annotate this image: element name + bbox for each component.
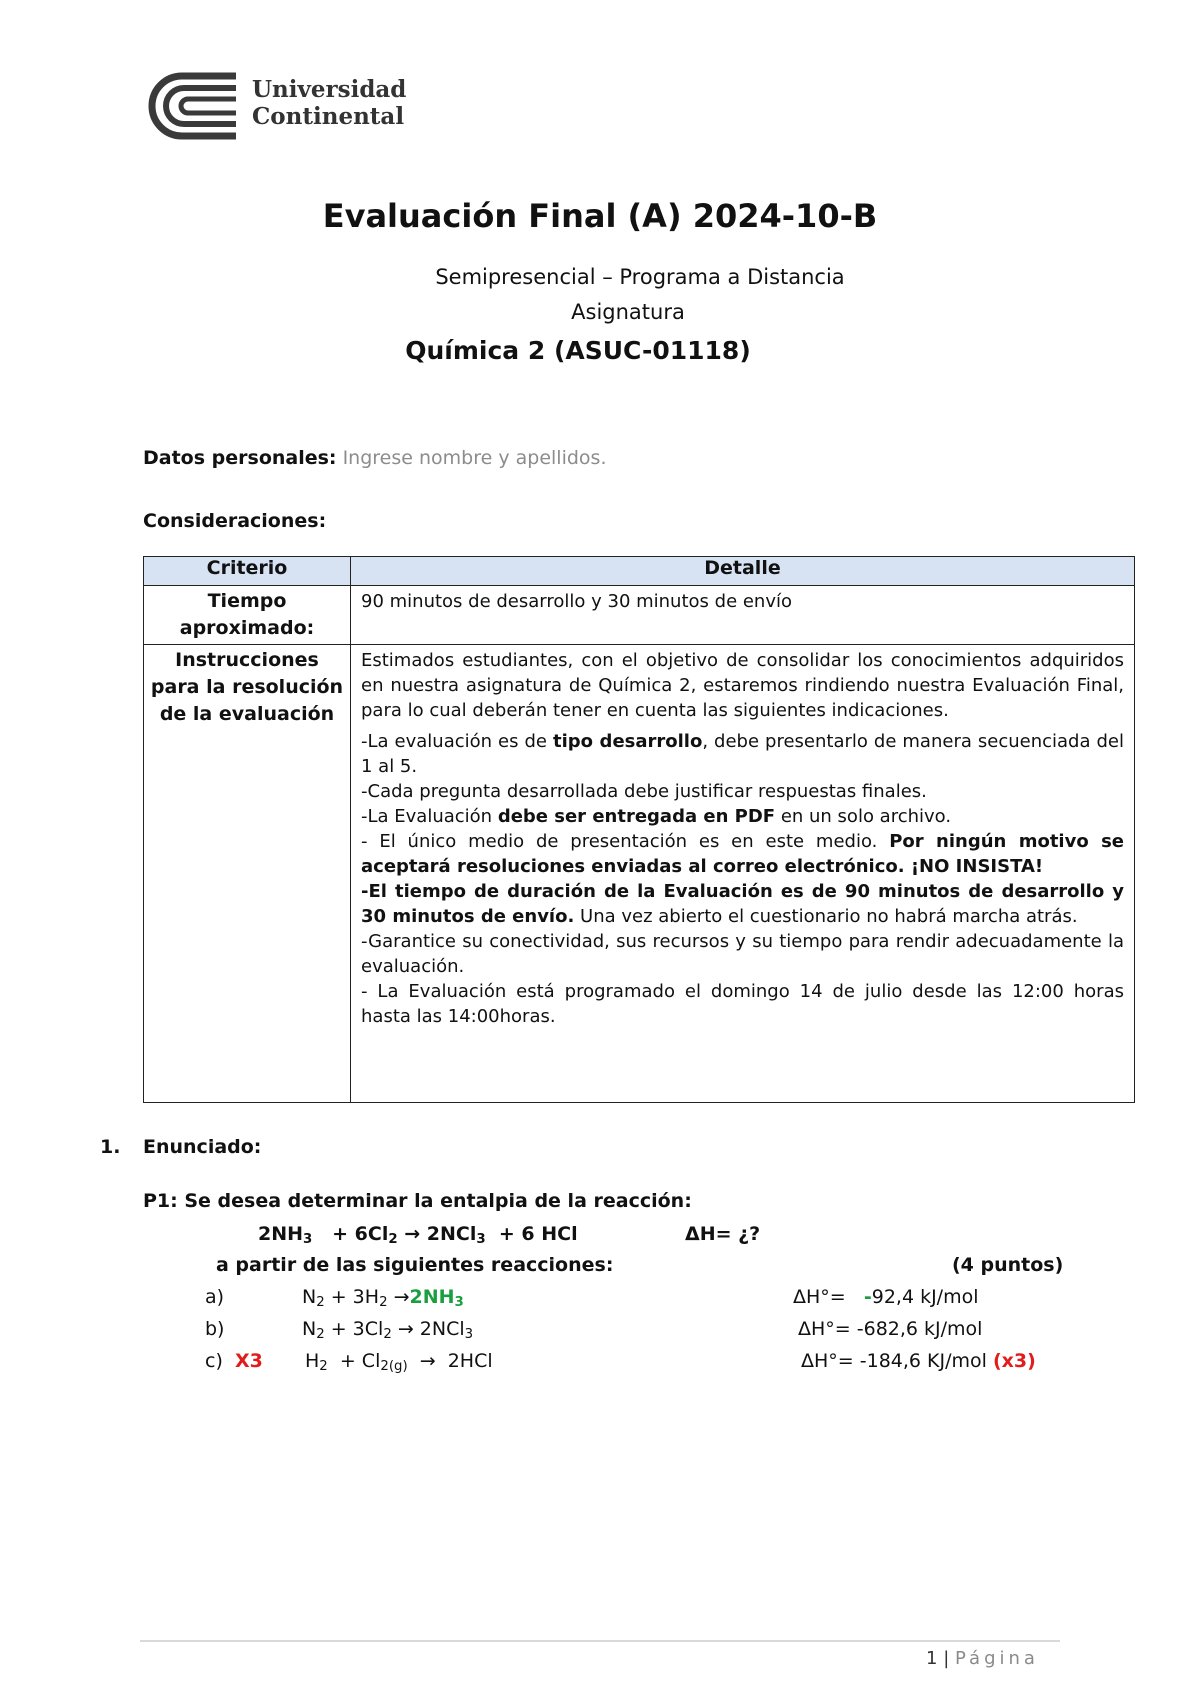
question-points: (4 puntos): [952, 1254, 1064, 1276]
considerations-heading: Consideraciones:: [143, 510, 327, 532]
reaction-b-enthalpy: ΔH°= -682,6 kJ/mol: [798, 1318, 983, 1340]
header-criterio: Criterio: [144, 557, 351, 586]
university-logo-icon: [142, 70, 238, 142]
reaction-a-enthalpy: ΔH°= -92,4 kJ/mol: [793, 1286, 979, 1308]
footer-divider: [140, 1640, 1060, 1642]
subject-label: Asignatura: [571, 300, 685, 324]
table-row: [144, 586, 1135, 645]
section-title: Enunciado:: [143, 1136, 262, 1158]
time-value: 90 minutos de desarrollo y 30 minutos de envío: [351, 586, 1135, 645]
page-word: Página: [955, 1648, 1039, 1669]
question-statement: P1: Se desea determinar la entalpia de la reacción:: [143, 1190, 692, 1212]
table-header-row: [144, 557, 1135, 586]
personal-data-label: Datos personales:: [143, 447, 337, 469]
instructions-intro: Estimados estudiantes, con el objetivo de consolidar los conocimientos adquiridos en nuestra asignatura de Química 2, estaremos rindiendo nuestra Evaluación Final, para lo cual deberán tener en cuenta las siguientes indicaciones.: [361, 650, 1124, 721]
reaction-a: $N_2 + 3H_2 \to 2NH_3$: [302, 1286, 464, 1310]
instruction-item: -Garantice su conectividad, sus recursos y su tiempo para rendir adecuadamente la evaluación.: [361, 931, 1124, 977]
instruction-item: - El único medio de presentación es en este medio. Por ningún motivo se aceptará resoluciones enviadas al correo electrónico. ¡NO INSISTA!: [361, 831, 1124, 877]
reactions-intro: a partir de las siguientes reacciones:: [216, 1254, 614, 1276]
section-number: 1.: [100, 1136, 121, 1158]
instruction-item: -El tiempo de duración de la Evaluación es de 90 minutos de desarrollo y 30 minutos de envío. Una vez abierto el cuestionario no habrá marcha atrás.: [361, 881, 1124, 927]
reaction-c: $H_2 + Cl_{2(g)} \to 2HCl$: [305, 1350, 493, 1374]
university-name: Universidad Continental: [252, 76, 407, 130]
target-reaction: $2NH_3 + 6Cl_2 \to 2NCl_3 + 6$ HCl: [258, 1223, 578, 1247]
instructions-label: Instrucciones para la resolución de la evaluación: [144, 645, 351, 1103]
personal-data-field[interactable]: [143, 447, 607, 469]
exam-modality: Semipresencial – Programa a Distancia: [435, 265, 845, 289]
reaction-c-multiplier: X3: [234, 1350, 263, 1372]
target-enthalpy: ΔH= ¿?: [685, 1223, 761, 1245]
instruction-item: -La evaluación es de tipo desarrollo, debe presentarlo de manera secuenciada del 1 al 5.: [361, 731, 1124, 777]
name-placeholder[interactable]: Ingrese nombre y apellidos.: [342, 447, 607, 469]
course-name: Química 2 (ASUC-01118): [405, 336, 751, 365]
reaction-b: $N_2 + 3Cl_2 \to 2NCl_3$: [302, 1318, 474, 1342]
reaction-c-enthalpy: ΔH°= -184,6 KJ/mol (x3): [801, 1350, 1036, 1372]
reaction-c-label: c) X3: [205, 1350, 263, 1372]
criteria-table: [143, 556, 1135, 1103]
exam-title: Evaluación Final (A) 2024-10-B: [322, 197, 878, 235]
page-number: 1: [926, 1648, 938, 1669]
page-footer: 1 | Página: [926, 1648, 1039, 1669]
instruction-item: - La Evaluación está programado el domingo 14 de julio desde las 12:00 horas hasta las 14:00horas.: [361, 981, 1124, 1027]
time-label: Tiempo aproximado:: [144, 586, 351, 645]
header-detalle: Detalle: [351, 557, 1135, 586]
reaction-b-label: b): [205, 1318, 225, 1340]
reaction-a-label: a): [205, 1286, 225, 1308]
instructions-detail: [351, 645, 1135, 1103]
instruction-item: -La Evaluación debe ser entregada en PDF en un solo archivo.: [361, 806, 952, 827]
instruction-item: -Cada pregunta desarrollada debe justificar respuestas finales.: [361, 781, 927, 802]
table-row: [144, 645, 1135, 1103]
